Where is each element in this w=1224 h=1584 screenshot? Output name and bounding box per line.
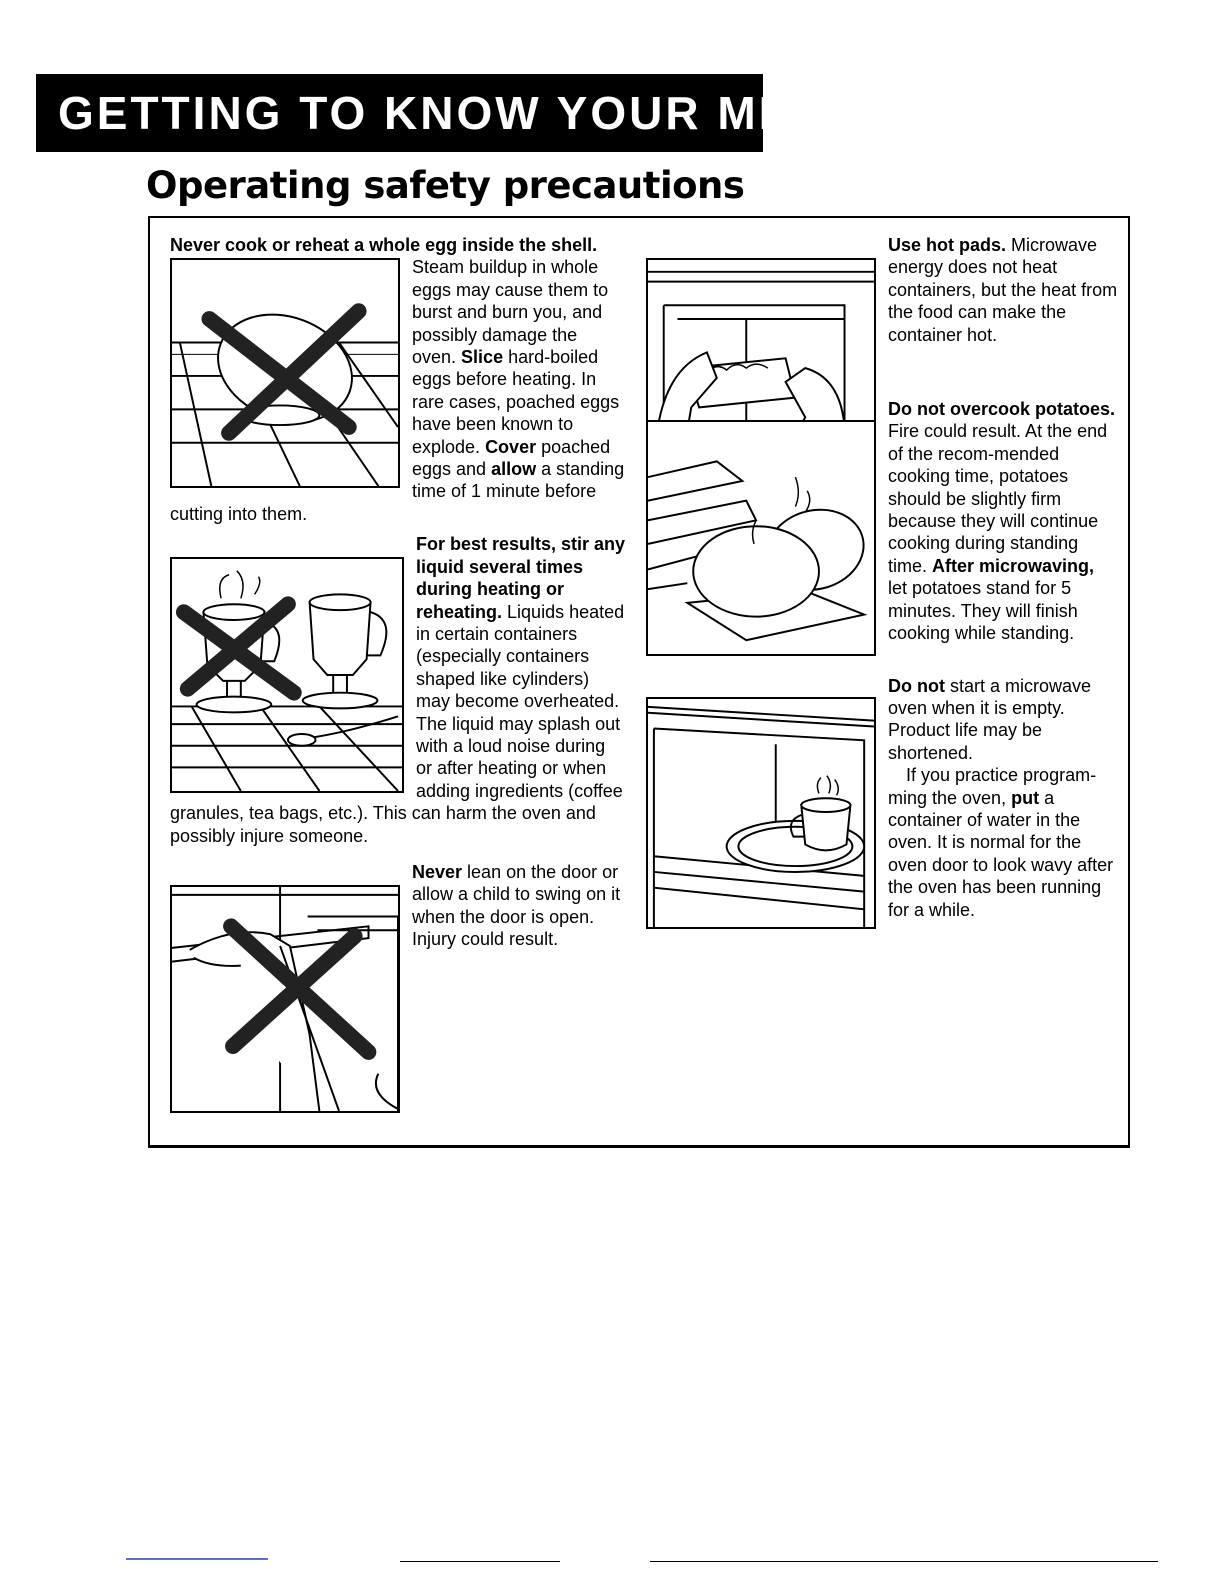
footer-accent-line [126, 1558, 268, 1560]
stir-warning [170, 533, 626, 847]
egg-text-3: poached eggs and [412, 436, 611, 480]
cup-in-oven-illustration [646, 697, 876, 929]
hotpads-text: Microwave energy does not heat containers, but the heat from the food can make the container hot. [888, 235, 1118, 345]
mugs-cross-illustration [170, 557, 404, 793]
egg-cross-icon [172, 260, 398, 486]
right-column [646, 234, 1118, 962]
egg-cross-illustration [170, 258, 400, 488]
chapter-banner [36, 74, 1188, 152]
egg-cover: Cover [485, 436, 537, 457]
egg-lead: Never cook or reheat a whole egg inside the shell. [170, 235, 598, 255]
left-column [170, 234, 626, 1113]
empty-put: put [1011, 787, 1040, 808]
egg-text-1: Steam buildup in whole eggs may cause them to burst and burn you, and possibly damage the oven. [412, 257, 609, 368]
content-frame [148, 216, 1130, 1148]
door-lead: Never [412, 861, 463, 882]
hotpads-tip [646, 234, 1118, 346]
egg-text-4: a standing time of 1 minute before cutting into them. [170, 459, 625, 524]
egg-text-2: hard-boiled eggs before heating. In rare cases, poached eggs have been known to explode. [412, 347, 620, 457]
potatoes-illustration [646, 420, 876, 656]
footer-rule-left [400, 1561, 560, 1562]
mugs-cross-icon [172, 559, 402, 791]
egg-slice: Slice [461, 347, 504, 368]
door-cross-illustration [170, 885, 400, 1113]
potatoes-after: After microwaving, [932, 555, 1095, 576]
footer-rule-right [650, 1561, 1158, 1562]
empty-lead: Do not [888, 675, 945, 696]
stir-lead: For best results, stir any liquid several times during heating or reheating. [416, 534, 626, 622]
potatoes-text-1: Fire could result. At the end of the recom-mended cooking time, potatoes should be slightly firm because they will continue cooking during standing time. [888, 421, 1108, 576]
door-text: lean on the door or allow a child to swing on it when the door is open. Injury could result. [412, 861, 621, 950]
banner-title: GETTING TO KNOW YOUR MICROWAVE OVEN [58, 87, 1188, 139]
potatoes-lead: Do not overcook potatoes. [888, 399, 1116, 420]
page-title: Operating safety precautions [146, 164, 745, 207]
cup-in-oven-icon [648, 699, 874, 927]
potatoes-icon [648, 422, 874, 654]
hotpads-lead: Use hot pads. [888, 235, 1007, 255]
empty-text-1: start a microwave oven when it is empty. Product life may be shortened. [888, 675, 1092, 763]
egg-allow: allow [491, 459, 537, 480]
door-warning [170, 861, 626, 951]
stir-text: Liquids heated in certain containers (especially containers shaped like cylinders) may become overheated. The liquid may splash out with a loud noise during or after heating or when adding ingredients (coffee granules, tea bags, etc.). This can harm the oven and possibly injure someone. [170, 601, 625, 846]
potatoes-text-2: let potatoes stand for 5 minutes. They will finish cooking while standing. [888, 578, 1078, 644]
empty-text-3: a container of water in the oven. It is normal for the oven door to look wavy after the oven has been running for a while. [888, 787, 1114, 920]
door-cross-icon [172, 887, 398, 1111]
egg-lead-line [170, 234, 626, 256]
potatoes-tip [646, 398, 1118, 644]
empty-oven-warning [646, 675, 1118, 921]
empty-text-2: If you practice program-ming the oven, [888, 765, 1097, 808]
egg-warning [170, 234, 626, 525]
